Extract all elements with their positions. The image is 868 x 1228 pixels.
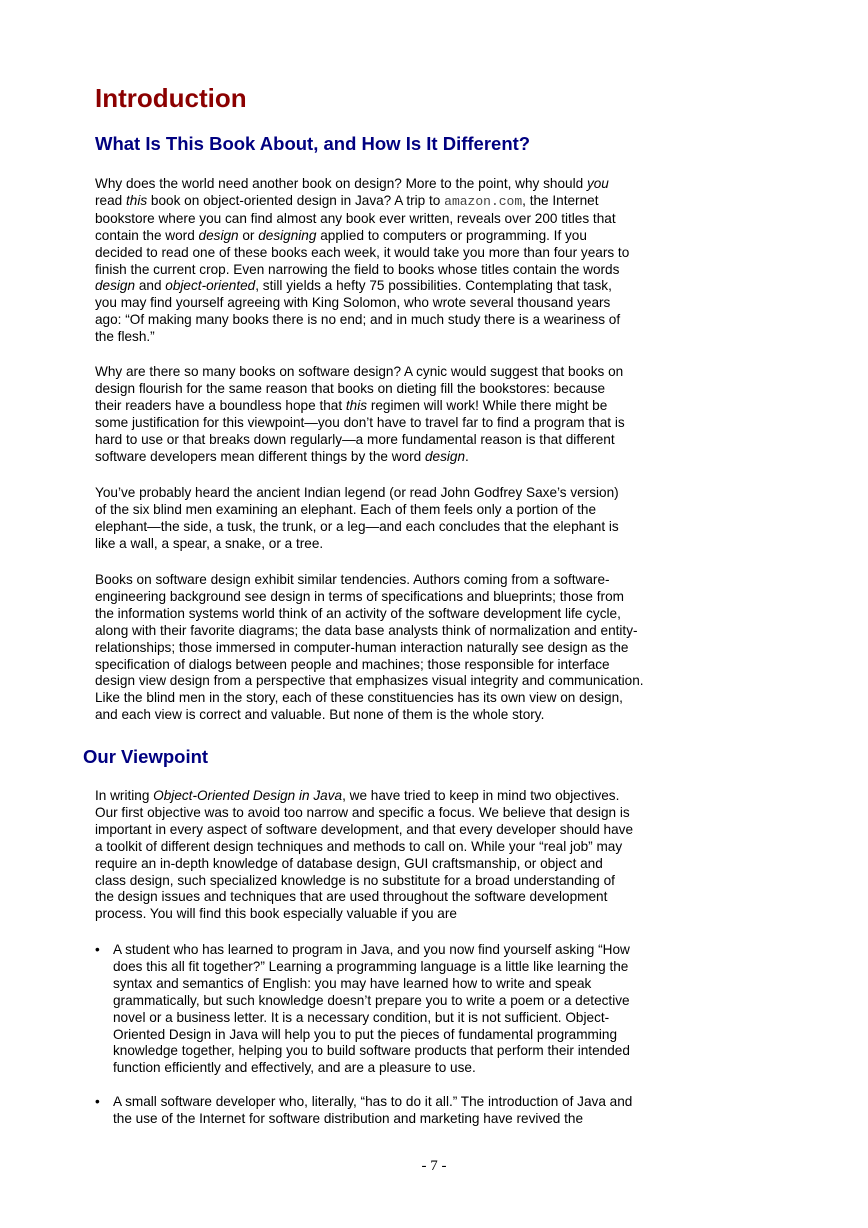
section-heading-about: What Is This Book About, and How Is It Different?: [95, 133, 531, 154]
list-item-text: A student who has learned to program in Java, and you now find yourself asking “How does this all fit together?” Learning a programming language is a little like learning the syntax and semantics of English: you may have learned how to write and speak grammatically, but such knowledge doesn’t prepare you to write a poem or a detective novel or a business letter. It is a necessary condition, but it is not sufficient. Object- Oriented Design in Java will help you to put the pieces of fundamental programming knowledge together, helping you to build software products that perform their intended function efficiently and effectively, and are a pleasure to use.: [113, 942, 630, 1076]
list-item: [95, 1094, 695, 1128]
bullet-icon: •: [95, 942, 100, 957]
bullet-list: [95, 942, 695, 1128]
emphasis: you: [586, 176, 609, 191]
emphasis: design: [198, 227, 239, 243]
section-heading-viewpoint: Our Viewpoint: [83, 746, 209, 767]
emphasis: designing: [258, 227, 317, 243]
emphasis: object-oriented: [165, 278, 256, 294]
emphasis: this: [125, 192, 148, 208]
paragraph-objectives: In writing Object-Oriented Design in Java, we have tried to keep in mind two objectives. Our first objective was to avoid too narrow and specific a focus. We believe that design is important in every aspect of software development, and that every developer should have a toolkit of different design techniques and methods to call on. While your “real job” may require an in-depth knowledge of database design, GUI craftsmanship, or object and class design, such specialized knowledge is no substitute for a broad understanding of the design issues and techniques that are used throughout the software development process. You will find this book especially valuable if you are: [95, 788, 634, 922]
paragraph-similar-tendencies: Books on software design exhibit similar tendencies. Authors coming from a software- engineering background see design in terms of specifications and blueprints; those from the information systems world think of an activity of the software development life cycle, along with their favorite diagrams; the data base analysts think of normalization and entity- relationships; those immersed in computer-human interaction naturally see design as the specification of dialogs between people and machines; those responsible for interface design view design from a perspective that emphasizes visual integrity and communication. Like the blind men in the story, each of these constituencies has its own view on design, and each view is correct and valuable. But none of them is the whole story.: [95, 572, 644, 723]
emphasis: design: [424, 448, 466, 464]
paragraph-why-another-book: Why does the world need another book on design? More to the point, why should you read this book on object-oriented design in Java? A trip to amazon.com, the Internet bookstore where you can find almost any book ever written, reveals over 200 titles that contain the word design or designing applied to computers or programming. If you decided to read one of these books each week, it would take you more than four years to finish the current crop. Even narrowing the field to books whose titles contain the words design and object-oriented, still yields a hefty 75 possibilities. Contemplating that task, you may find yourself agreeing with King Solomon, who wrote several thousand years ago: “Of making many books there is no end; and in much study there is a weariness of the flesh.”: [95, 176, 630, 345]
page-number: - 7 -: [421, 1158, 447, 1174]
emphasis: Object-Oriented Design in Java: [153, 788, 343, 803]
list-item-text: A small software developer who, literally, “has to do it all.” The introduction of Java and the use of the Internet for software distribution and marketing have revived the: [113, 1094, 633, 1127]
list-item: [95, 942, 695, 1077]
monospace-text: amazon.com: [444, 193, 523, 209]
bullet-icon: •: [95, 1094, 100, 1110]
emphasis: design: [95, 278, 136, 294]
paragraph-why-so-many: Why are there so many books on software design? A cynic would suggest that books on design flourish for the same reason that books on dieting fill the bookstores: because their readers have a boundless hope that this regimen will work! While there might be some justification for this viewpoint—you don’t have to travel far to find a program that is hard to use or that breaks down regularly—a more fundamental reason is that different software developers mean different things by the word design.: [95, 364, 625, 464]
emphasis: this: [345, 397, 368, 413]
paragraph-blind-men: You’ve probably heard the ancient Indian legend (or read John Godfrey Saxe’s version) of the six blind men examining an elephant. Each of them feels only a portion of the elephant—the side, a tusk, the trunk, or a leg—and each concludes that the elephant is like a wall, a spear, a snake, or a tree.: [95, 485, 619, 551]
chapter-title: Introduction: [95, 83, 247, 113]
